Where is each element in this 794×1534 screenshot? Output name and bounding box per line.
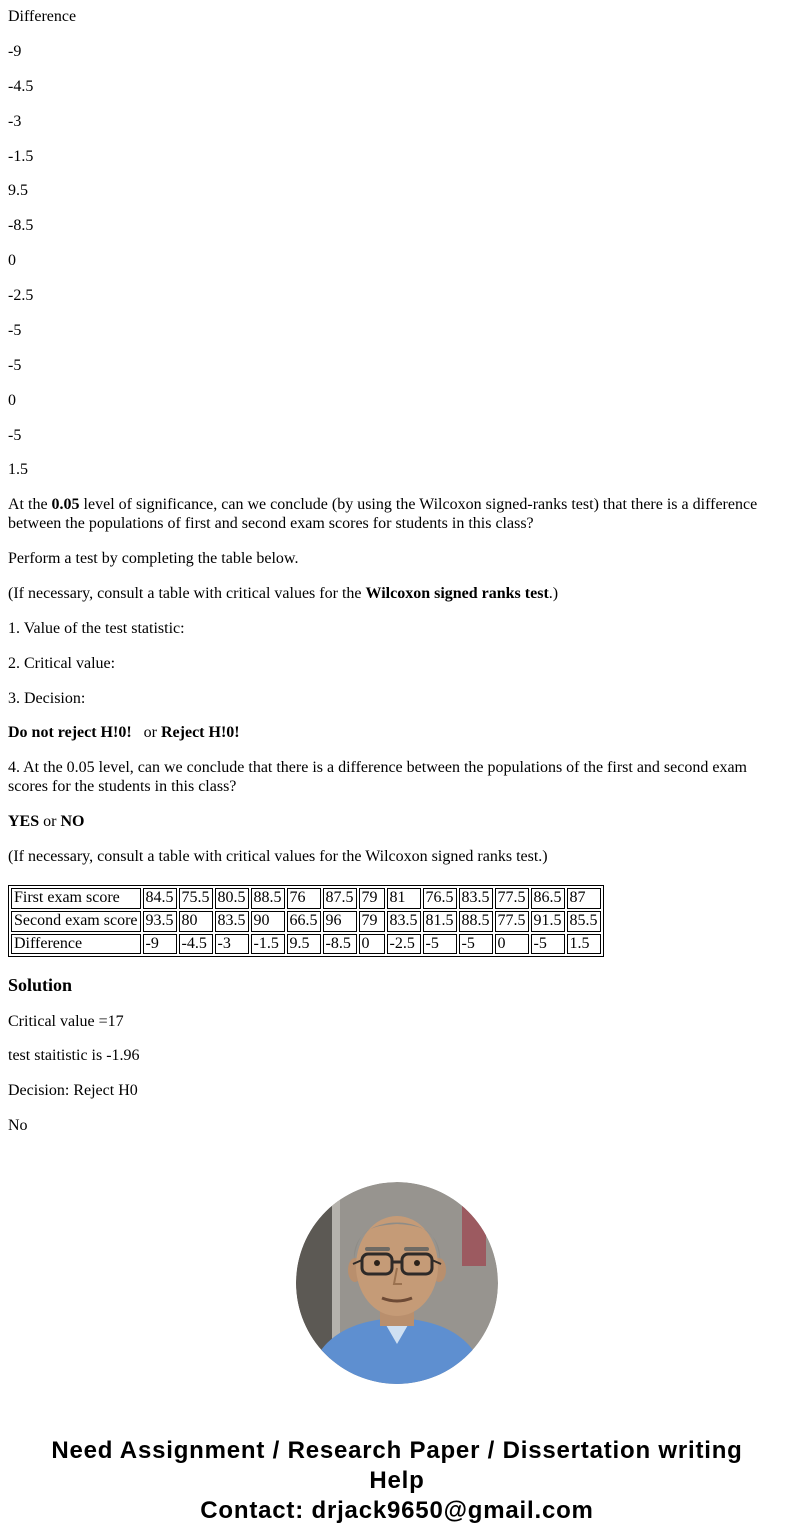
- decision-or: or: [131, 724, 161, 742]
- difference-list-item: -2.5: [8, 287, 34, 304]
- difference-list-item: -5: [8, 426, 22, 444]
- table-row-label: Difference: [11, 934, 141, 955]
- difference-list-item: -5: [8, 356, 22, 374]
- difference-list-item: -3: [8, 112, 22, 130]
- difference-list-item: 9.5: [8, 182, 28, 200]
- table-cell: 9.5: [287, 934, 321, 955]
- table-cell: -2.5: [387, 934, 421, 955]
- question-intro-post: level of significance, can we conclude (by using the Wilcoxon signed-ranks test) that there is a difference between the populations of first and second exam scores for students in this class?: [8, 496, 758, 533]
- decision-options-paragraph: [8, 724, 786, 743]
- document-body: [8, 8, 786, 1526]
- solution-answer: No: [8, 1117, 28, 1135]
- tutor-photo: [296, 1182, 498, 1384]
- table-cell: 96: [323, 911, 357, 932]
- difference-list-item: 0: [8, 252, 16, 270]
- question-item-4: 4. At the 0.05 level, can we conclude that there is a difference between the populations of the first and second exam scores for the students in this class?: [8, 759, 747, 796]
- table-cell: -5: [459, 934, 493, 955]
- solution-decision: Decision: Reject H0: [8, 1082, 138, 1100]
- table-row-difference: [11, 934, 601, 955]
- table-cell: 83.5: [387, 911, 421, 932]
- question-item-1: 1. Value of the test statistic:: [8, 619, 185, 637]
- table-cell: 87: [567, 888, 601, 909]
- table-cell: 77.5: [495, 911, 529, 932]
- question-item-2: 2. Critical value:: [8, 654, 116, 672]
- table-cell: 93.5: [143, 911, 177, 932]
- consult-bold: Wilcoxon signed ranks test: [365, 584, 549, 602]
- tutor-photo-container: [8, 1182, 786, 1384]
- consult-note-paragraph: [8, 585, 786, 604]
- table-cell: -8.5: [323, 934, 357, 955]
- table-cell: 88.5: [251, 888, 285, 909]
- table-cell: -5: [423, 934, 457, 955]
- table-cell: 80: [179, 911, 213, 932]
- difference-list-item: -1.5: [8, 147, 34, 165]
- table-cell: 84.5: [143, 888, 177, 909]
- table-cell: 0: [359, 934, 385, 955]
- table-cell: 1.5: [567, 934, 601, 955]
- table-cell: 79: [359, 888, 385, 909]
- table-cell: 81.5: [423, 911, 457, 932]
- table-cell: 85.5: [567, 911, 601, 932]
- question-intro-paragraph: [8, 496, 786, 534]
- table-cell: -5: [531, 934, 565, 955]
- person-portrait-illustration: [296, 1182, 498, 1384]
- solution-heading: Solution: [8, 975, 73, 996]
- table-cell: 87.5: [323, 888, 357, 909]
- difference-list-label: Difference: [8, 8, 77, 25]
- table-cell: 90: [251, 911, 285, 932]
- consult-note-2-paragraph: (If necessary, consult a table with critical values for the Wilcoxon signed ranks test.): [8, 847, 548, 865]
- table-cell: 91.5: [531, 911, 565, 932]
- perform-test-paragraph: Perform a test by completing the table below.: [8, 550, 299, 567]
- table-row-label: Second exam score: [11, 911, 141, 932]
- table-cell: 86.5: [531, 888, 565, 909]
- table-cell: 0: [495, 934, 529, 955]
- footer-contact-email: Contact: drjack9650@gmail.com: [200, 1497, 594, 1525]
- table-cell: 76: [287, 888, 321, 909]
- difference-list-item: 1.5: [8, 461, 28, 479]
- footer-help-text: Need Assignment / Research Paper / Dissertation writing Help: [51, 1437, 743, 1495]
- exam-scores-table: [8, 885, 604, 958]
- table-row-second-exam: [11, 911, 601, 932]
- table-cell: 81: [387, 888, 421, 909]
- no-option: NO: [60, 813, 85, 830]
- difference-list-item: -9: [8, 42, 22, 60]
- decision-option-do-not-reject: Do not reject H!0!: [8, 724, 132, 742]
- table-cell: 88.5: [459, 911, 493, 932]
- table-row-first-exam: [11, 888, 601, 909]
- difference-list-item: -8.5: [8, 217, 34, 235]
- table-cell: 83.5: [459, 888, 493, 909]
- difference-list-item: 0: [8, 391, 16, 409]
- question-item-3: 3. Decision:: [8, 689, 86, 707]
- table-cell: 77.5: [495, 888, 529, 909]
- table-row-label: First exam score: [11, 888, 141, 909]
- yes-option: YES: [8, 813, 40, 830]
- consult-pre: (If necessary, consult a table with critical values for the: [8, 584, 366, 602]
- solution-test-statistic: test staitistic is -1.96: [8, 1047, 140, 1065]
- table-cell: 76.5: [423, 888, 457, 909]
- yes-no-or: or: [39, 813, 61, 830]
- table-cell: -9: [143, 934, 177, 955]
- table-cell: 66.5: [287, 911, 321, 932]
- difference-list-item: -4.5: [8, 77, 34, 95]
- table-cell: 79: [359, 911, 385, 932]
- question-intro-pre: At the: [8, 496, 52, 514]
- significance-level: 0.05: [51, 496, 80, 514]
- consult-post: .): [548, 584, 559, 602]
- decision-option-reject: Reject H!0!: [160, 724, 240, 742]
- table-cell: -4.5: [179, 934, 213, 955]
- table-cell: -1.5: [251, 934, 285, 955]
- table-cell: 83.5: [215, 911, 249, 932]
- table-cell: 80.5: [215, 888, 249, 909]
- difference-list-item: -5: [8, 321, 22, 339]
- footer-banner: [8, 1436, 786, 1526]
- table-cell: 75.5: [179, 888, 213, 909]
- yes-no-paragraph: [8, 813, 786, 832]
- table-cell: -3: [215, 934, 249, 955]
- solution-critical-value: Critical value =17: [8, 1012, 124, 1030]
